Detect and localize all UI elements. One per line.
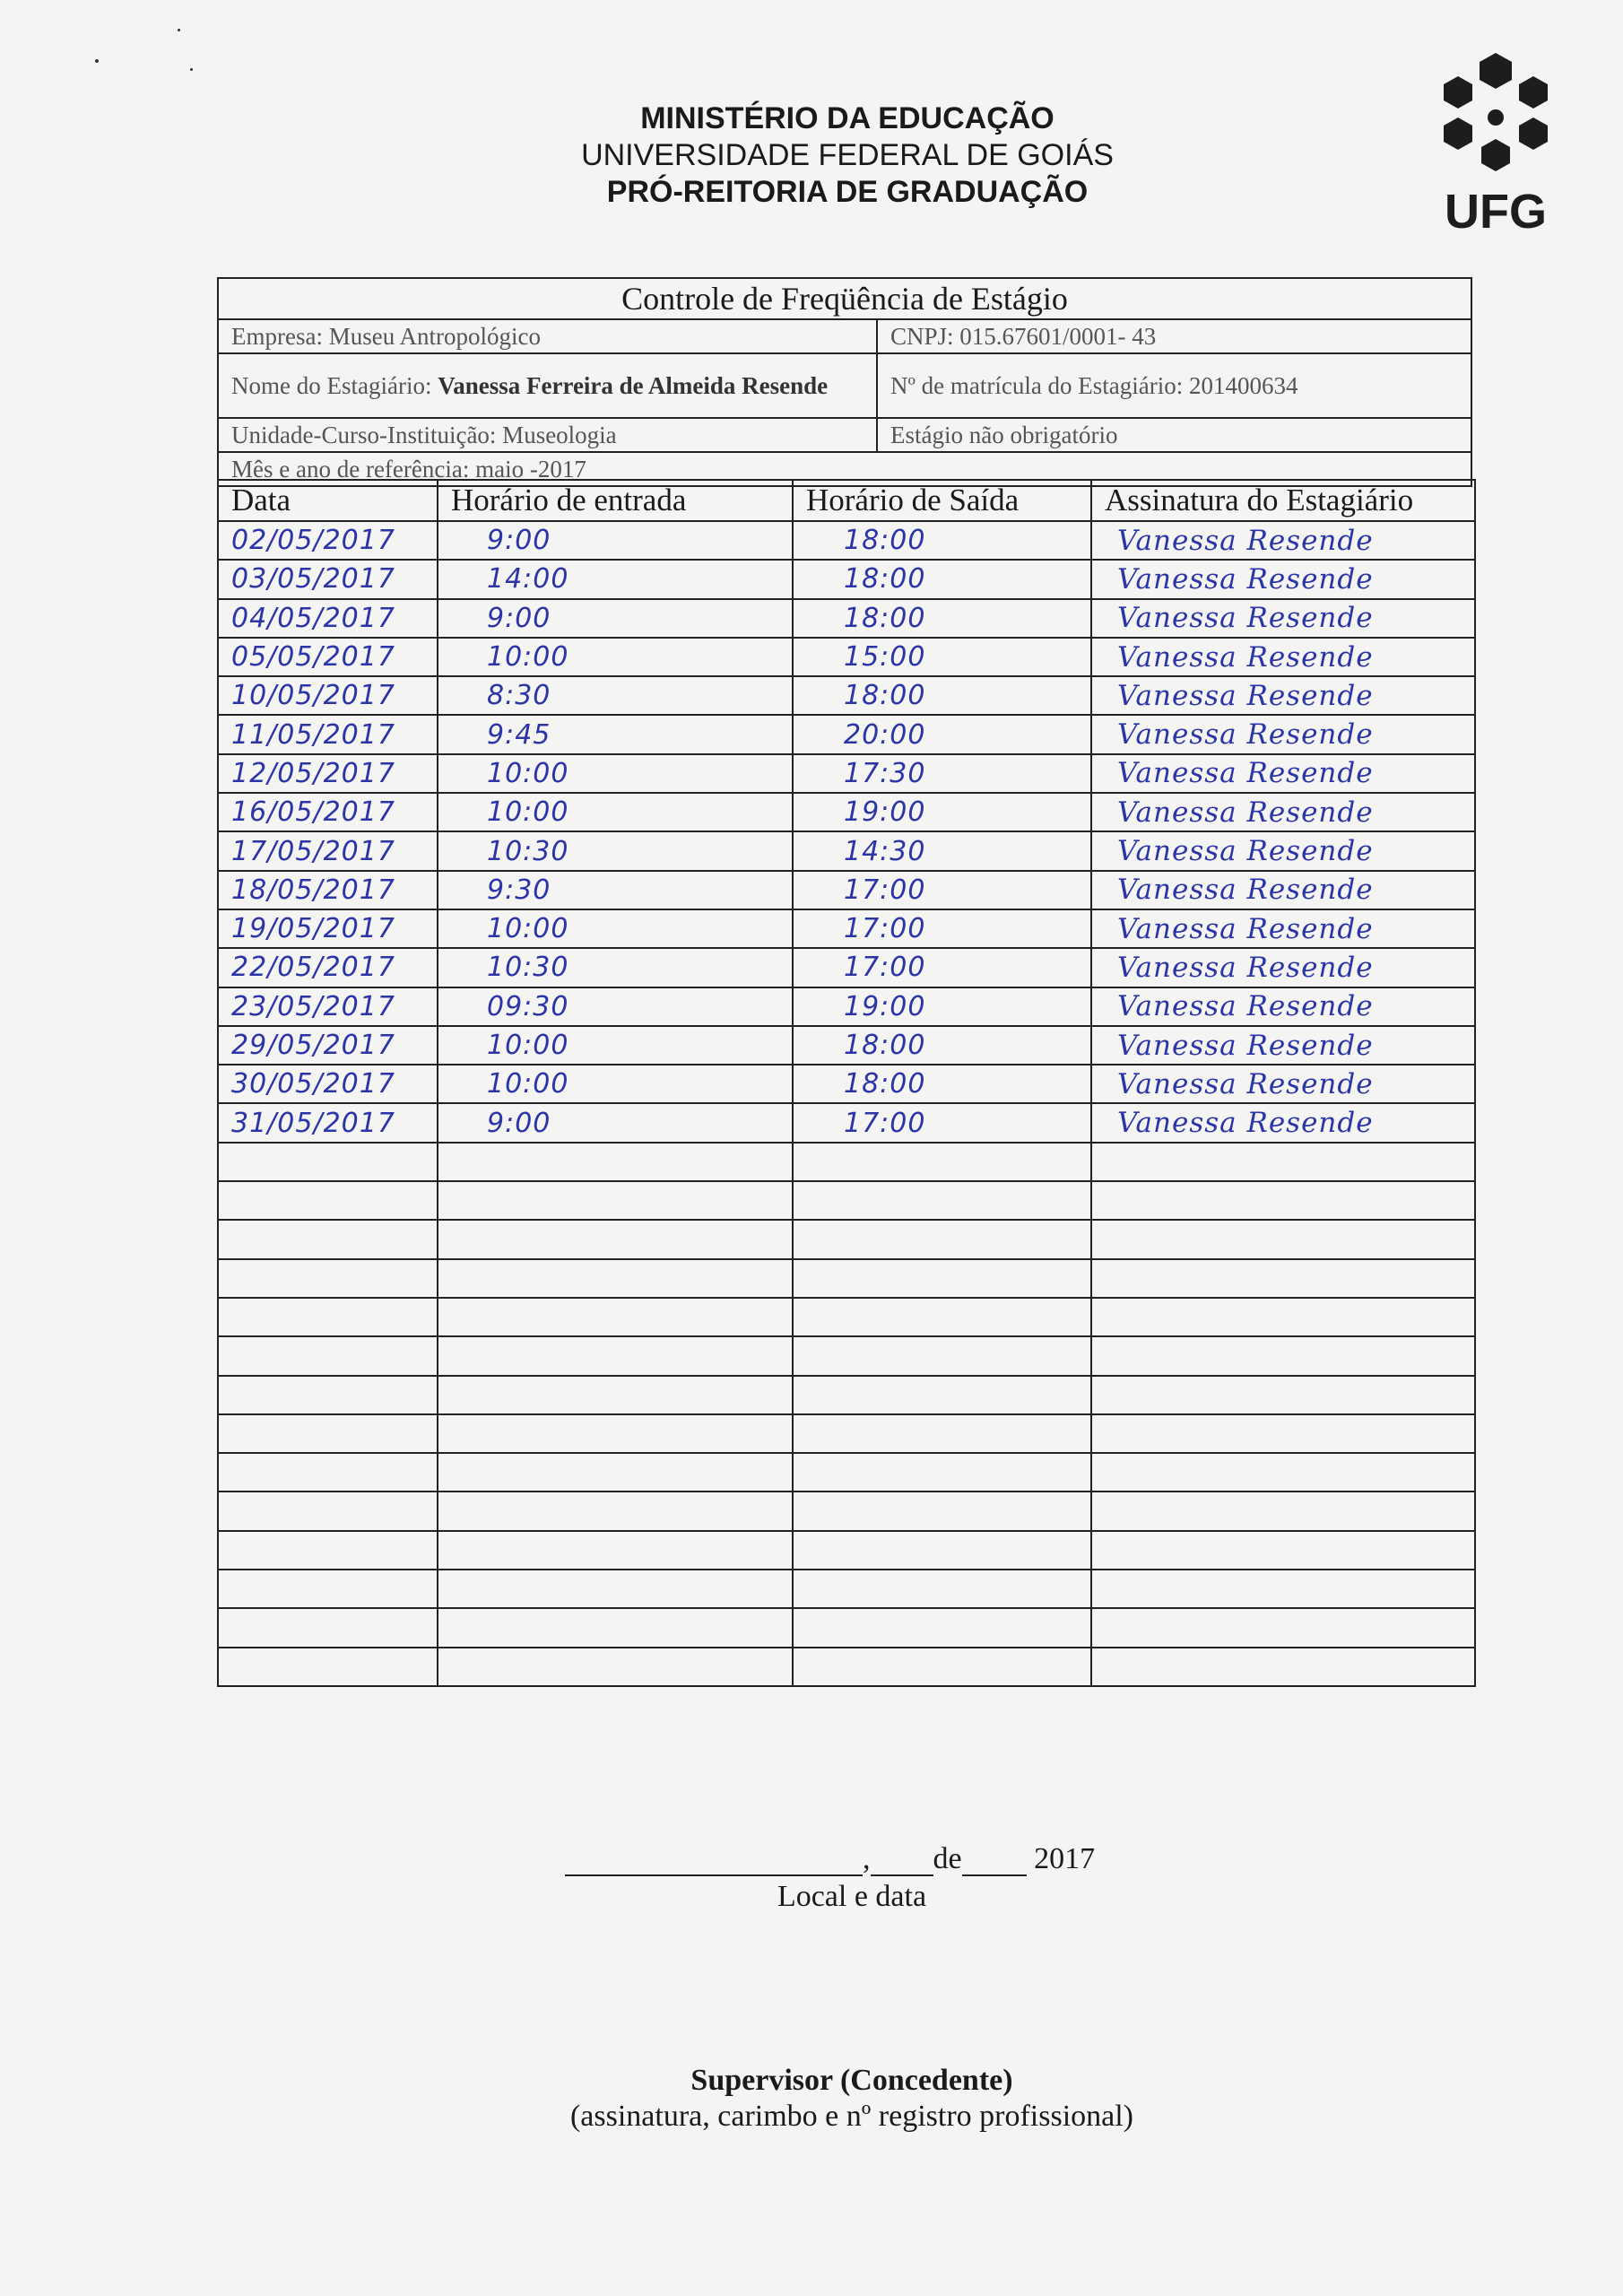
- signature-cell: [1091, 1531, 1475, 1570]
- date-cell: [218, 1336, 438, 1375]
- entry-time-cell: [438, 1414, 793, 1453]
- place-date-comma: ,: [863, 1842, 871, 1875]
- attendance-row: [218, 1143, 1475, 1181]
- attendance-header-row: [218, 480, 1475, 521]
- column-header-signature: Assinatura do Estagiário: [1091, 480, 1475, 521]
- place-blank: [565, 1848, 863, 1876]
- exit-time-cell: 17:00: [793, 1103, 1091, 1142]
- attendance-row: [218, 676, 1475, 715]
- signature-cell: [1091, 1143, 1475, 1181]
- scan-speck: [178, 29, 180, 31]
- date-cell: 22/05/2017: [218, 948, 438, 987]
- exit-time-cell: 14:30: [793, 831, 1091, 870]
- exit-time-cell: [793, 1143, 1091, 1181]
- university-title: UNIVERSIDADE FEDERAL DE GOIÁS: [581, 138, 1114, 172]
- internship-type-field: Estágio não obrigatório: [877, 418, 1471, 452]
- exit-time-cell: [793, 1648, 1091, 1686]
- date-cell: 18/05/2017: [218, 871, 438, 909]
- attendance-row: [218, 1531, 1475, 1570]
- signature-cell: Vanessa Resende: [1091, 948, 1475, 987]
- exit-time-cell: [793, 1298, 1091, 1336]
- exit-time-cell: [793, 1453, 1091, 1492]
- date-cell: [218, 1259, 438, 1298]
- entry-time-cell: 14:00: [438, 560, 793, 598]
- signature-cell: Vanessa Resende: [1091, 1026, 1475, 1065]
- exit-time-cell: 17:30: [793, 754, 1091, 793]
- form-title: Controle de Freqüência de Estágio: [218, 278, 1471, 319]
- attendance-row: [218, 1453, 1475, 1492]
- date-cell: [218, 1531, 438, 1570]
- signature-cell: [1091, 1376, 1475, 1414]
- entry-time-cell: [438, 1608, 793, 1647]
- date-cell: [218, 1376, 438, 1414]
- date-cell: 23/05/2017: [218, 987, 438, 1026]
- entry-time-cell: [438, 1492, 793, 1530]
- entry-time-cell: [438, 1531, 793, 1570]
- attendance-row: [218, 1259, 1475, 1298]
- exit-time-cell: [793, 1181, 1091, 1220]
- signature-cell: [1091, 1570, 1475, 1608]
- signature-cell: Vanessa Resende: [1091, 793, 1475, 831]
- exit-time-cell: 18:00: [793, 1026, 1091, 1065]
- exit-time-cell: [793, 1570, 1091, 1608]
- entry-time-cell: [438, 1453, 793, 1492]
- entry-time-cell: 09:30: [438, 987, 793, 1026]
- signature-cell: Vanessa Resende: [1091, 521, 1475, 560]
- attendance-rows: [218, 521, 1475, 1686]
- column-header-exit-time: Horário de Saída: [793, 480, 1091, 521]
- date-cell: [218, 1143, 438, 1181]
- logo-text: UFG: [1445, 185, 1547, 239]
- exit-time-cell: 18:00: [793, 521, 1091, 560]
- date-cell: [218, 1608, 438, 1647]
- exit-time-cell: [793, 1336, 1091, 1375]
- exit-time-cell: [793, 1414, 1091, 1453]
- entry-time-cell: 10:00: [438, 754, 793, 793]
- exit-time-cell: 18:00: [793, 599, 1091, 638]
- date-cell: 12/05/2017: [218, 754, 438, 793]
- exit-time-cell: [793, 1220, 1091, 1258]
- date-cell: [218, 1570, 438, 1608]
- place-date-caption: Local e data: [777, 1880, 927, 1913]
- place-date-year: 2017: [1034, 1842, 1096, 1875]
- entry-time-cell: [438, 1259, 793, 1298]
- attendance-row: [218, 1376, 1475, 1414]
- intern-name-value: Vanessa Ferreira de Almeida Resende: [438, 372, 829, 399]
- attendance-row: [218, 1648, 1475, 1686]
- supervisor-block: [502, 2063, 1202, 2135]
- exit-time-cell: [793, 1492, 1091, 1530]
- attendance-row: [218, 1336, 1475, 1375]
- cnpj-field: CNPJ: 015.67601/0001- 43: [877, 319, 1471, 353]
- entry-time-cell: [438, 1336, 793, 1375]
- attendance-row: [218, 754, 1475, 793]
- signature-cell: [1091, 1492, 1475, 1530]
- signature-cell: [1091, 1414, 1475, 1453]
- attendance-row: [218, 560, 1475, 598]
- entry-time-cell: [438, 1220, 793, 1258]
- date-cell: [218, 1453, 438, 1492]
- attendance-row: [218, 521, 1475, 560]
- attendance-row: [218, 831, 1475, 870]
- attendance-row: [218, 1298, 1475, 1336]
- ufg-logo: [1433, 49, 1558, 239]
- attendance-table: [217, 479, 1476, 1687]
- day-blank: [871, 1848, 933, 1876]
- date-cell: 29/05/2017: [218, 1026, 438, 1065]
- ministry-title: MINISTÉRIO DA EDUCAÇÃO: [640, 101, 1055, 135]
- entry-time-cell: 10:00: [438, 638, 793, 676]
- attendance-row: [218, 638, 1475, 676]
- signature-cell: [1091, 1220, 1475, 1258]
- attendance-row: [218, 1065, 1475, 1103]
- supervisor-caption: (assinatura, carimbo e nº registro profissional): [569, 2100, 1134, 2133]
- registration-field: Nº de matrícula do Estagiário: 201400634: [877, 353, 1471, 418]
- signature-cell: [1091, 1181, 1475, 1220]
- signature-cell: [1091, 1453, 1475, 1492]
- exit-time-cell: [793, 1376, 1091, 1414]
- entry-time-cell: 9:00: [438, 521, 793, 560]
- entry-time-cell: 9:00: [438, 1103, 793, 1142]
- signature-cell: [1091, 1259, 1475, 1298]
- exit-time-cell: 17:00: [793, 871, 1091, 909]
- signature-cell: Vanessa Resende: [1091, 560, 1475, 598]
- exit-time-cell: 15:00: [793, 638, 1091, 676]
- date-cell: [218, 1220, 438, 1258]
- supervisor-title: Supervisor (Concedente): [690, 2064, 1013, 2097]
- attendance-row: [218, 1608, 1475, 1647]
- attendance-row: [218, 1570, 1475, 1608]
- attendance-row: [218, 793, 1475, 831]
- attendance-row: [218, 1220, 1475, 1258]
- exit-time-cell: 18:00: [793, 1065, 1091, 1103]
- entry-time-cell: 9:30: [438, 871, 793, 909]
- ufg-logo-icon: [1433, 49, 1558, 179]
- signature-cell: [1091, 1336, 1475, 1375]
- attendance-row: [218, 1026, 1475, 1065]
- attendance-row: [218, 871, 1475, 909]
- signature-cell: [1091, 1648, 1475, 1686]
- attendance-row: [218, 715, 1475, 753]
- scan-speck: [95, 59, 99, 63]
- signature-cell: Vanessa Resende: [1091, 599, 1475, 638]
- entry-time-cell: [438, 1181, 793, 1220]
- entry-time-cell: [438, 1570, 793, 1608]
- signature-cell: Vanessa Resende: [1091, 754, 1475, 793]
- institution-header: [502, 100, 1193, 211]
- exit-time-cell: 19:00: [793, 793, 1091, 831]
- exit-time-cell: 19:00: [793, 987, 1091, 1026]
- exit-time-cell: [793, 1259, 1091, 1298]
- exit-time-cell: 17:00: [793, 948, 1091, 987]
- unit-course-field: Unidade-Curso-Instituição: Museologia: [218, 418, 877, 452]
- entry-time-cell: 10:30: [438, 831, 793, 870]
- department-title: PRÓ-REITORIA DE GRADUAÇÃO: [606, 175, 1089, 209]
- entry-time-cell: 8:30: [438, 676, 793, 715]
- signature-cell: [1091, 1608, 1475, 1647]
- entry-time-cell: 10:00: [438, 1065, 793, 1103]
- attendance-row: [218, 1181, 1475, 1220]
- entry-time-cell: 10:00: [438, 1026, 793, 1065]
- date-cell: 11/05/2017: [218, 715, 438, 753]
- attendance-row: [218, 948, 1475, 987]
- attendance-row: [218, 1414, 1475, 1453]
- exit-time-cell: [793, 1608, 1091, 1647]
- attendance-row: [218, 1103, 1475, 1142]
- signature-cell: Vanessa Resende: [1091, 715, 1475, 753]
- signature-cell: Vanessa Resende: [1091, 871, 1475, 909]
- date-cell: 16/05/2017: [218, 793, 438, 831]
- company-field: Empresa: Museu Antropológico: [218, 319, 877, 353]
- signature-cell: Vanessa Resende: [1091, 831, 1475, 870]
- exit-time-cell: 17:00: [793, 909, 1091, 948]
- date-cell: 05/05/2017: [218, 638, 438, 676]
- column-header-entry-time: Horário de entrada: [438, 480, 793, 521]
- place-date-de: de: [933, 1842, 962, 1875]
- internship-info-table: [217, 277, 1472, 487]
- date-cell: 19/05/2017: [218, 909, 438, 948]
- entry-time-cell: [438, 1376, 793, 1414]
- entry-time-cell: 10:00: [438, 793, 793, 831]
- intern-name-field: [218, 353, 877, 418]
- signature-cell: [1091, 1298, 1475, 1336]
- signature-cell: Vanessa Resende: [1091, 987, 1475, 1026]
- signature-cell: Vanessa Resende: [1091, 1065, 1475, 1103]
- entry-time-cell: 9:45: [438, 715, 793, 753]
- date-cell: 31/05/2017: [218, 1103, 438, 1142]
- entry-time-cell: 9:00: [438, 599, 793, 638]
- date-cell: [218, 1181, 438, 1220]
- signature-cell: Vanessa Resende: [1091, 676, 1475, 715]
- intern-name-label: Nome do Estagiário:: [231, 372, 438, 399]
- exit-time-cell: 18:00: [793, 676, 1091, 715]
- date-cell: [218, 1298, 438, 1336]
- exit-time-cell: 18:00: [793, 560, 1091, 598]
- column-header-date: Data: [218, 480, 438, 521]
- attendance-row: [218, 909, 1475, 948]
- date-cell: 02/05/2017: [218, 521, 438, 560]
- date-cell: 04/05/2017: [218, 599, 438, 638]
- attendance-row: [218, 599, 1475, 638]
- attendance-row: [218, 987, 1475, 1026]
- entry-time-cell: [438, 1298, 793, 1336]
- date-cell: [218, 1492, 438, 1530]
- entry-time-cell: [438, 1648, 793, 1686]
- date-cell: 17/05/2017: [218, 831, 438, 870]
- signature-cell: Vanessa Resende: [1091, 909, 1475, 948]
- reference-month-field: Mês e ano de referência: maio -2017: [218, 452, 1471, 486]
- exit-time-cell: 20:00: [793, 715, 1091, 753]
- signature-cell: Vanessa Resende: [1091, 638, 1475, 676]
- date-cell: [218, 1648, 438, 1686]
- scan-speck: [190, 68, 193, 71]
- month-blank: [962, 1848, 1027, 1876]
- entry-time-cell: [438, 1143, 793, 1181]
- signature-cell: Vanessa Resende: [1091, 1103, 1475, 1142]
- place-date-line: [565, 1842, 1148, 1876]
- entry-time-cell: 10:00: [438, 909, 793, 948]
- date-cell: 03/05/2017: [218, 560, 438, 598]
- date-cell: 30/05/2017: [218, 1065, 438, 1103]
- date-cell: 10/05/2017: [218, 676, 438, 715]
- attendance-row: [218, 1492, 1475, 1530]
- entry-time-cell: 10:30: [438, 948, 793, 987]
- exit-time-cell: [793, 1531, 1091, 1570]
- date-cell: [218, 1414, 438, 1453]
